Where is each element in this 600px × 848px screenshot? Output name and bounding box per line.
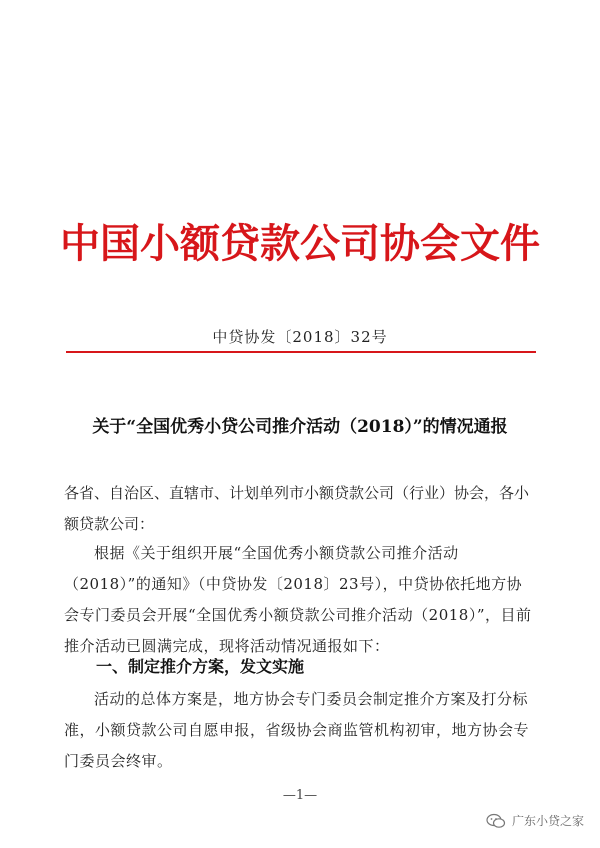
wechat-icon <box>486 813 506 829</box>
document-title: 中国小额贷款公司协会文件 <box>60 220 540 267</box>
watermark <box>486 812 584 829</box>
paragraph-2: 活动的总体方案是，地方协会专门委员会制定推介方案及打分标准，小额贷款公司自愿申报，省级协会商监管机构初审，地方协会专门委员会终审。 <box>64 690 530 770</box>
section-heading-1: 一、制定推介方案，发文实施 <box>96 657 305 676</box>
addressee: 各省、自治区、直辖市、计划单列市小额贷款公司（行业）协会，各小额贷款公司： <box>64 484 530 533</box>
red-divider <box>66 351 536 353</box>
document-number: 中贷协发〔2018〕32号 <box>212 328 388 346</box>
watermark-text: 广东小贷之家 <box>511 814 584 828</box>
paragraph-1: 根据《关于组织开展“全国优秀小额贷款公司推介活动（2018）”的通知》（中贷协发〔2018〕23号），中贷协依托地方协会专门委员会开展“全国优秀小额贷款公司推介活动（2018）”，目前推介活动已圆满完成，现将活动情况通报如下： <box>64 544 532 655</box>
page-number: —1— <box>282 788 318 803</box>
document-subject: 关于“全国优秀小贷公司推介活动（2018）”的情况通报 <box>92 417 508 437</box>
